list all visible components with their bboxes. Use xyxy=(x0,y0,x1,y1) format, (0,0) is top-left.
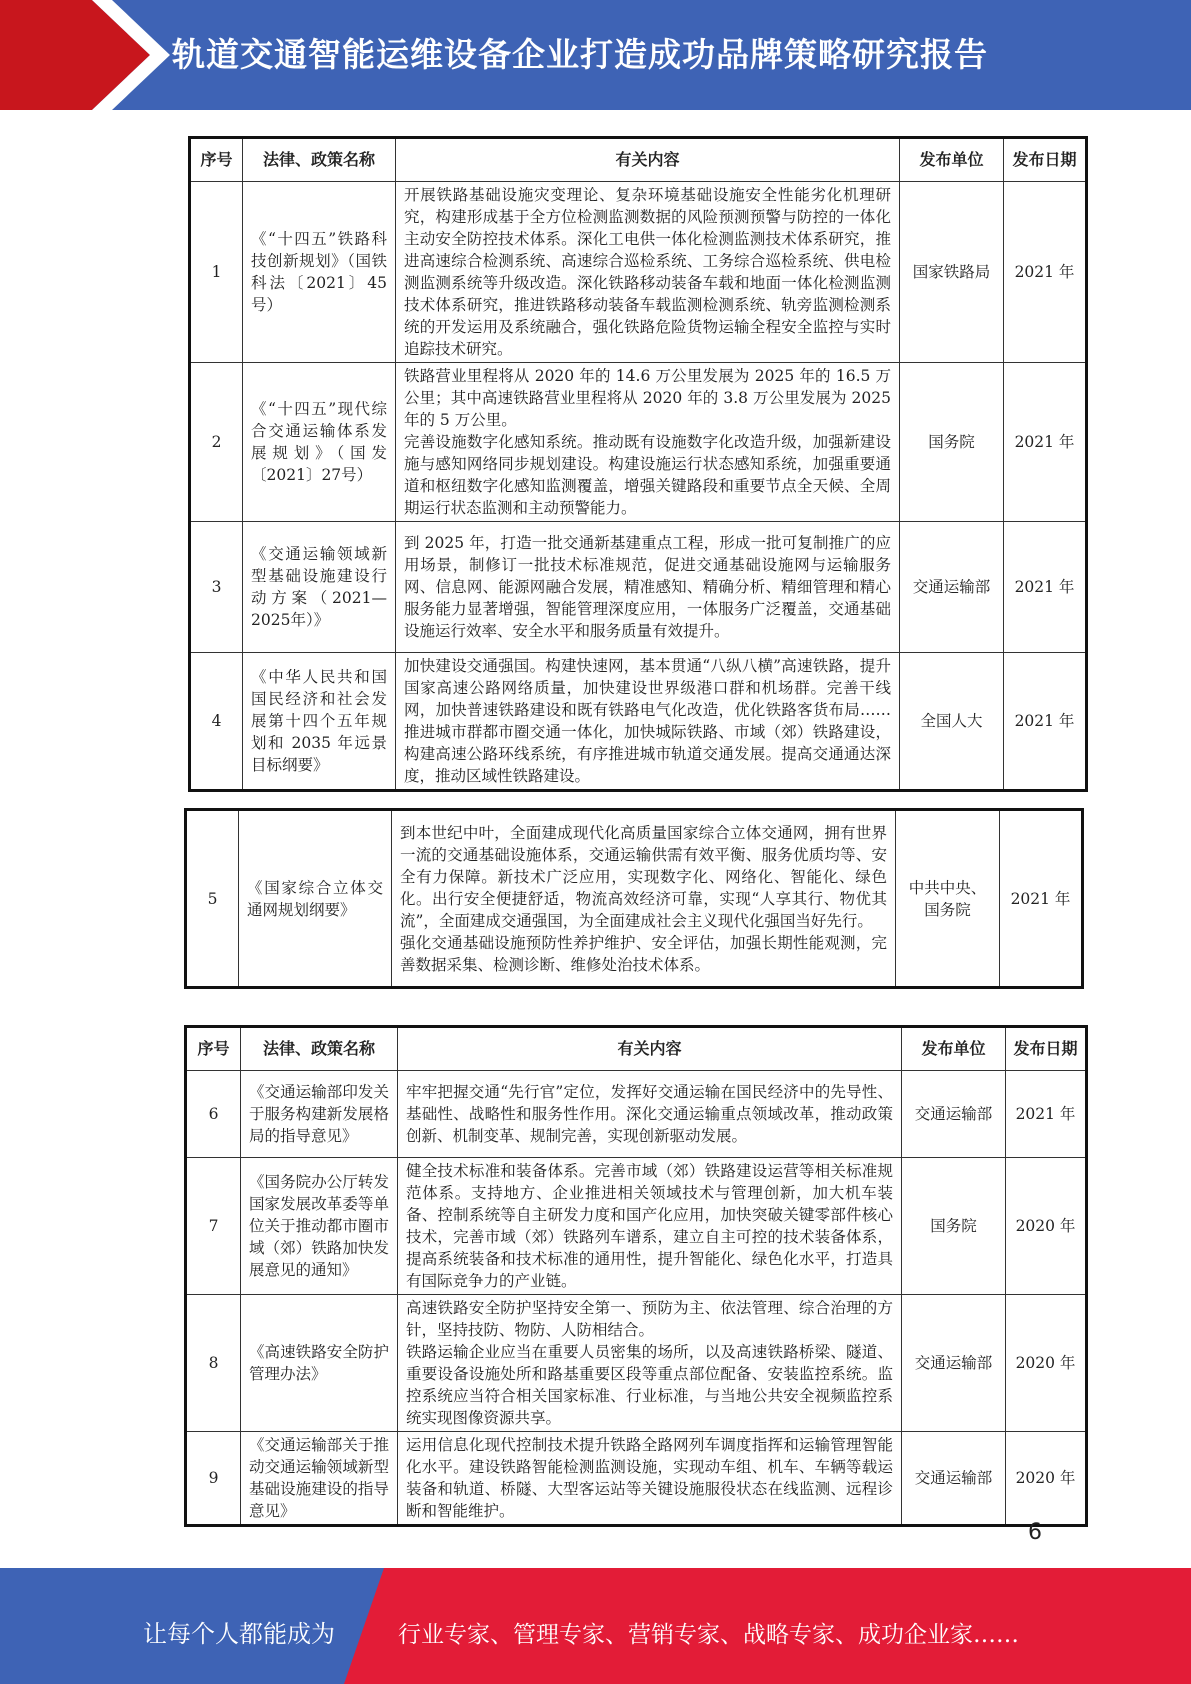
table-row xyxy=(186,1432,1087,1526)
table-row xyxy=(190,653,1087,791)
header-no: 序号 xyxy=(186,1027,241,1071)
row-name: 《交通运输部关于推动交通运输领域新型基础设施建设的指导意见》 xyxy=(241,1432,398,1526)
table-row xyxy=(190,182,1087,363)
row-name: 《高速铁路安全防护管理办法》 xyxy=(241,1295,398,1432)
row-date: 2020 年 xyxy=(1006,1432,1087,1526)
row-no: 4 xyxy=(190,653,243,791)
table-row xyxy=(186,1071,1087,1158)
footer-slogan-right: 行业专家、管理专家、营销专家、战略专家、成功企业家…… xyxy=(398,1622,1019,1648)
header-name: 法律、政策名称 xyxy=(241,1027,398,1071)
header-banner xyxy=(0,0,1191,110)
row-date: 2020 年 xyxy=(1006,1295,1087,1432)
row-issuer: 交通运输部 xyxy=(902,1071,1006,1158)
row-date: 2020 年 xyxy=(1006,1158,1087,1295)
content-paragraph: 运用信息化现代控制技术提升铁路全路网列车调度指挥和运输管理智能化水平。建设铁路智能检测监测设施，实现动车组、机车、车辆等载运装备和轨道、桥隧、大型客运站等关键设施服役状态在线监测、远程诊断和智能维护。 xyxy=(406,1436,893,1520)
content-paragraph: 铁路运输企业应当在重要人员密集的场所，以及高速铁路桥梁、隧道、重要设备设施处所和路基重要区段等重点部位配备、安装监控系统。监控系统应当符合相关国家标准、行业标准，与当地公共安全视频监控系统实现图像资源共享。 xyxy=(406,1343,893,1427)
row-name: 《国家综合立体交通网规划纲要》 xyxy=(239,810,392,988)
table-row xyxy=(186,1295,1087,1432)
row-content xyxy=(396,363,900,522)
row-content xyxy=(398,1071,902,1158)
content-paragraph: 高速铁路安全防护坚持安全第一、预防为主、依法管理、综合治理的方针，坚持技防、物防、人防相结合。 xyxy=(406,1299,893,1339)
table-header-row xyxy=(190,138,1087,182)
content-paragraph: 到 2025 年，打造一批交通新基建重点工程，形成一批可复制推广的应用场景，制修订一批技术标准规范，促进交通基础设施网与运输服务网、信息网、能源网融合发展，精准感知、精确分析、精细管理和精心服务能力显著增强，智能管理深度应用，一体服务广泛覆盖，交通基础设施运行效率、安全水平和服务质量有效提升。 xyxy=(404,534,891,640)
row-content xyxy=(396,522,900,653)
policy-table-part1 xyxy=(188,136,1088,792)
row-name: 《“十四五”现代综合交通运输体系发展规划》（国发〔2021〕27号） xyxy=(243,363,396,522)
row-date: 2021 年 xyxy=(1006,1071,1087,1158)
table-row xyxy=(190,363,1087,522)
policy-table-part3 xyxy=(184,1025,1088,1527)
page-number: 6 xyxy=(1028,1520,1042,1545)
table-row xyxy=(190,522,1087,653)
row-content xyxy=(398,1432,902,1526)
row-issuer: 交通运输部 xyxy=(900,522,1004,653)
report-title: 轨道交通智能运维设备企业打造成功品牌策略研究报告 xyxy=(172,35,988,74)
row-issuer: 国务院 xyxy=(900,363,1004,522)
content-paragraph: 牢牢把握交通“先行官”定位，发挥好交通运输在国民经济中的先导性、基础性、战略性和服务性作用。深化交通运输重点领域改革，推动政策创新、机制变革、规制完善，实现创新驱动发展。 xyxy=(406,1083,893,1145)
row-no: 1 xyxy=(190,182,243,363)
table-row xyxy=(186,1158,1087,1295)
row-name: 《交通运输部印发关于服务构建新发展格局的指导意见》 xyxy=(241,1071,398,1158)
row-date: 2021 年 xyxy=(1004,182,1087,363)
content-paragraph: 开展铁路基础设施灾变理论、复杂环境基础设施安全性能劣化机理研究，构建形成基于全方位检测监测数据的风险预测预警与防控的一体化主动安全防控技术体系。深化工电供一体化检测监测技术体系研究，推进高速综合检测系统、高速综合巡检系统、工务综合巡检系统、供电检测监测系统等升级改造。深化铁路移动装备车载和地面一体化检测监测技术体系研究，推进铁路移动装备车载监测检测系统、轨旁监测检测系统的开发运用及系统融合，强化铁路危险货物运输全程安全监控与实时追踪技术研究。 xyxy=(404,186,891,358)
row-issuer: 交通运输部 xyxy=(902,1432,1006,1526)
row-no: 9 xyxy=(186,1432,241,1526)
row-name: 《中华人民共和国国民经济和社会发展第十四个五年规划和 2035 年远景目标纲要》 xyxy=(243,653,396,791)
row-content xyxy=(396,653,900,791)
header-date: 发布日期 xyxy=(1004,138,1087,182)
content-paragraph: 加快建设交通强国。构建快速网，基本贯通“八纵八横”高速铁路，提升国家高速公路网络质量，加快建设世界级港口群和机场群。完善干线网，加快普速铁路建设和既有铁路电气化改造，优化铁路客货布局……推进城市群都市圈交通一体化，加快城际铁路、市域（郊）铁路建设，构建高速公路环线系统，有序推进城市轨道交通发展。提高交通通达深度，推动区域性铁路建设。 xyxy=(404,657,891,785)
row-issuer: 交通运输部 xyxy=(902,1295,1006,1432)
content-paragraph: 铁路营业里程将从 2020 年的 14.6 万公里发展为 2025 年的 16.5 万公里；其中高速铁路营业里程将从 2020 年的 3.8 万公里发展为 2025 年的 5 万公里。 xyxy=(404,367,891,429)
row-issuer: 国家铁路局 xyxy=(900,182,1004,363)
row-name: 《国务院办公厅转发国家发展改革委等单位关于推动都市圈市域（郊）铁路加快发展意见的通知》 xyxy=(241,1158,398,1295)
header-date: 发布日期 xyxy=(1006,1027,1087,1071)
row-content xyxy=(398,1158,902,1295)
policy-table-part2 xyxy=(184,808,1084,989)
content-paragraph: 完善设施数字化感知系统。推动既有设施数字化改造升级，加强新建设施与感知网络同步规划建设。构建设施运行状态感知系统，加强重要通道和枢纽数字化感知监测覆盖，增强关键路段和重要节点全天候、全周期运行状态监测和主动预警能力。 xyxy=(404,433,891,517)
row-issuer: 中共中央、国务院 xyxy=(896,810,1000,988)
row-date: 2021 年 xyxy=(1004,522,1087,653)
row-no: 6 xyxy=(186,1071,241,1158)
row-no: 5 xyxy=(186,810,239,988)
header-name: 法律、政策名称 xyxy=(243,138,396,182)
row-no: 7 xyxy=(186,1158,241,1295)
row-date: 2021 年 xyxy=(1004,653,1087,791)
table-header-row xyxy=(186,1027,1087,1071)
content-paragraph: 健全技术标准和装备体系。完善市域（郊）铁路建设运营等相关标准规范体系。支持地方、企业推进相关领域技术与管理创新，加大机车装备、控制系统等自主研发力度和国产化应用，加快突破关键零部件核心技术，完善市域（郊）铁路列车谱系，建立自主可控的技术装备体系，提高系统装备和技术标准的通用性，提升智能化、绿色化水平，打造具有国际竞争力的产业链。 xyxy=(406,1162,893,1290)
row-name: 《“十四五”铁路科技创新规划》（国铁科法〔2021〕45号） xyxy=(243,182,396,363)
row-name: 《交通运输领域新型基础设施建设行动方案（2021—2025年）》 xyxy=(243,522,396,653)
row-no: 3 xyxy=(190,522,243,653)
row-content xyxy=(398,1295,902,1432)
row-issuer: 全国人大 xyxy=(900,653,1004,791)
row-date: 2021 年 xyxy=(1004,363,1087,522)
footer-slogan-left: 让每个人都能成为 xyxy=(143,1620,335,1648)
content-paragraph: 强化交通基础设施预防性养护维护、安全评估，加强长期性能观测，完善数据采集、检测诊断、维修处治技术体系。 xyxy=(400,933,887,974)
content-paragraph: 到本世纪中叶，全面建成现代化高质量国家综合立体交通网，拥有世界一流的交通基础设施体系，交通运输供需有效平衡、服务优质均等、安全有力保障。新技术广泛应用，实现数字化、网络化、智能化、绿色化。出行安全便捷舒适，物流高效经济可靠，实现“人享其行、物优其流”，全面建成交通强国，为全面建成社会主义现代化强国当好先行。 xyxy=(400,823,887,930)
header-content: 有关内容 xyxy=(396,138,900,182)
row-content xyxy=(396,182,900,363)
row-no: 8 xyxy=(186,1295,241,1432)
table-row xyxy=(186,810,1083,988)
row-issuer: 国务院 xyxy=(902,1158,1006,1295)
row-date: 2021 年 xyxy=(1000,810,1083,988)
header-issuer: 发布单位 xyxy=(900,138,1004,182)
header-issuer: 发布单位 xyxy=(902,1027,1006,1071)
header-content: 有关内容 xyxy=(398,1027,902,1071)
row-content xyxy=(392,810,896,988)
row-no: 2 xyxy=(190,363,243,522)
header-no: 序号 xyxy=(190,138,243,182)
